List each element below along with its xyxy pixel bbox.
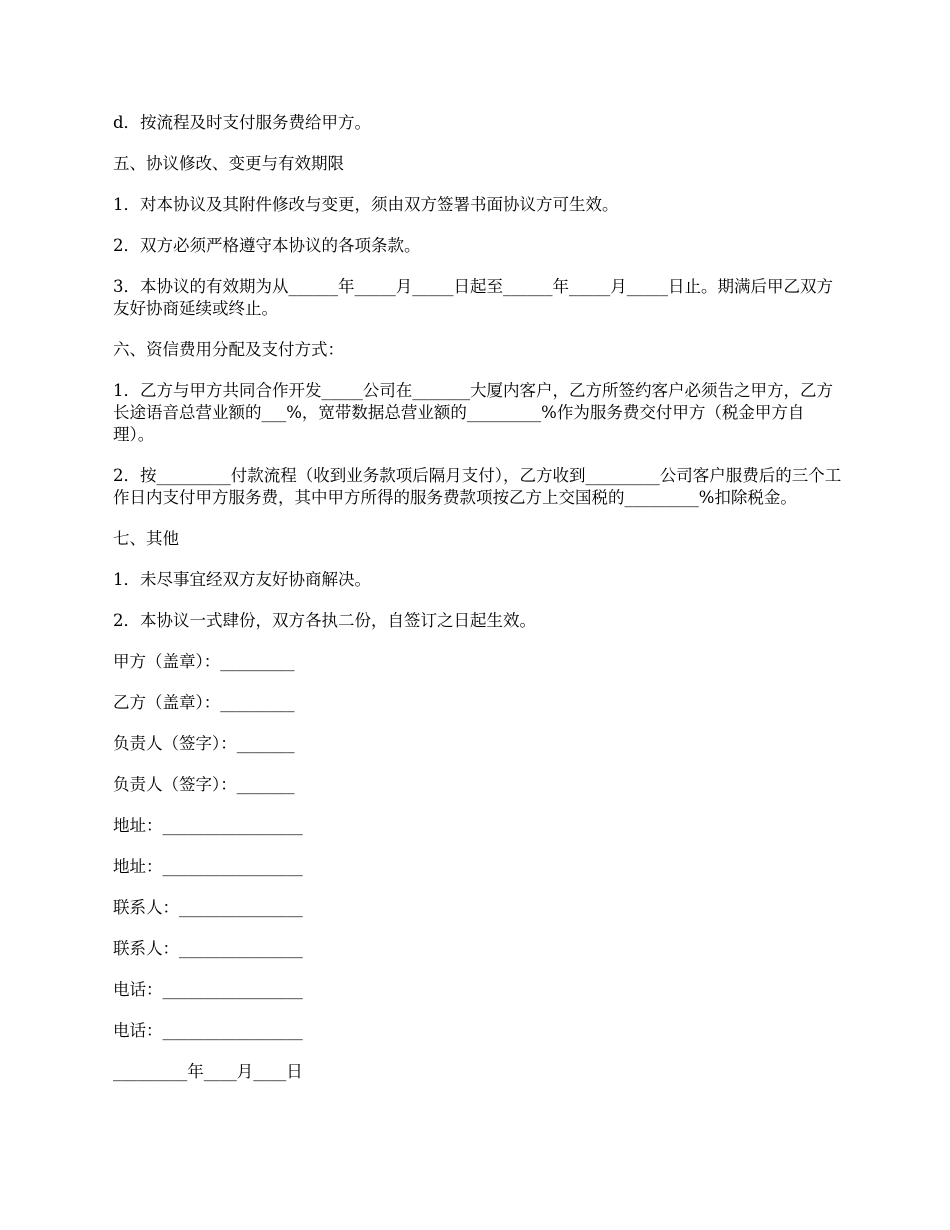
section-7-clause-2: 2．本协议一式肆份，双方各执二份，自签订之日起生效。: [113, 611, 536, 630]
section-5-heading: 五、协议修改、变更与有效期限: [113, 154, 344, 173]
section-6-clause-2: 2．按_________付款流程（收到业务款项后隔月支付），乙方收到_________公司客户服费后的三个工作日内支付甲方服务费，其中甲方所得的服务费款项按乙方上交国税的_________%扣除税金。: [113, 466, 842, 507]
section-6-clause-1: 1．乙方与甲方共同合作开发_____公司在_______大厦内客户，乙方所签约客户必须告之甲方，乙方长途语音总营业额的___%，宽带数据总营业额的_________%作为服务费交付甲方（税金甲方自理）。: [113, 381, 833, 444]
party-b-contact-line: 联系人：_______________: [113, 939, 303, 958]
date-line: _________年____月____日: [113, 1062, 303, 1081]
section-7-heading: 七、其他: [113, 529, 179, 548]
party-a-signatory-line: 负责人（签字）：_______: [113, 734, 295, 753]
section-6-heading: 六、资信费用分配及支付方式：: [113, 340, 344, 359]
section-5-clause-1: 1．对本协议及其附件修改与变更，须由双方签署书面协议方可生效。: [113, 195, 619, 214]
party-b-phone-line: 电话：_________________: [113, 1021, 303, 1040]
party-b-seal-line: 乙方（盖章）：_________: [113, 693, 295, 712]
section-7-clause-1: 1．未尽事宜经双方友好协商解决。: [113, 570, 371, 589]
clause-d-payment: d．按流程及时支付服务费给甲方。: [113, 113, 372, 132]
party-a-contact-line: 联系人：_______________: [113, 898, 303, 917]
party-a-address-line: 地址：_________________: [113, 816, 303, 835]
section-5-clause-3: 3．本协议的有效期为从______年_____月_____日起至______年_____月_____日止。期满后甲乙双方友好协商延续或终止。: [113, 277, 833, 318]
party-a-phone-line: 电话：_________________: [113, 980, 303, 999]
document-page: [113, 112, 843, 1102]
party-a-seal-line: 甲方（盖章）：_________: [113, 652, 295, 671]
party-b-address-line: 地址：_________________: [113, 857, 303, 876]
section-5-clause-2: 2．双方必须严格遵守本协议的各项条款。: [113, 236, 421, 255]
party-b-signatory-line: 负责人（签字）：_______: [113, 775, 295, 794]
